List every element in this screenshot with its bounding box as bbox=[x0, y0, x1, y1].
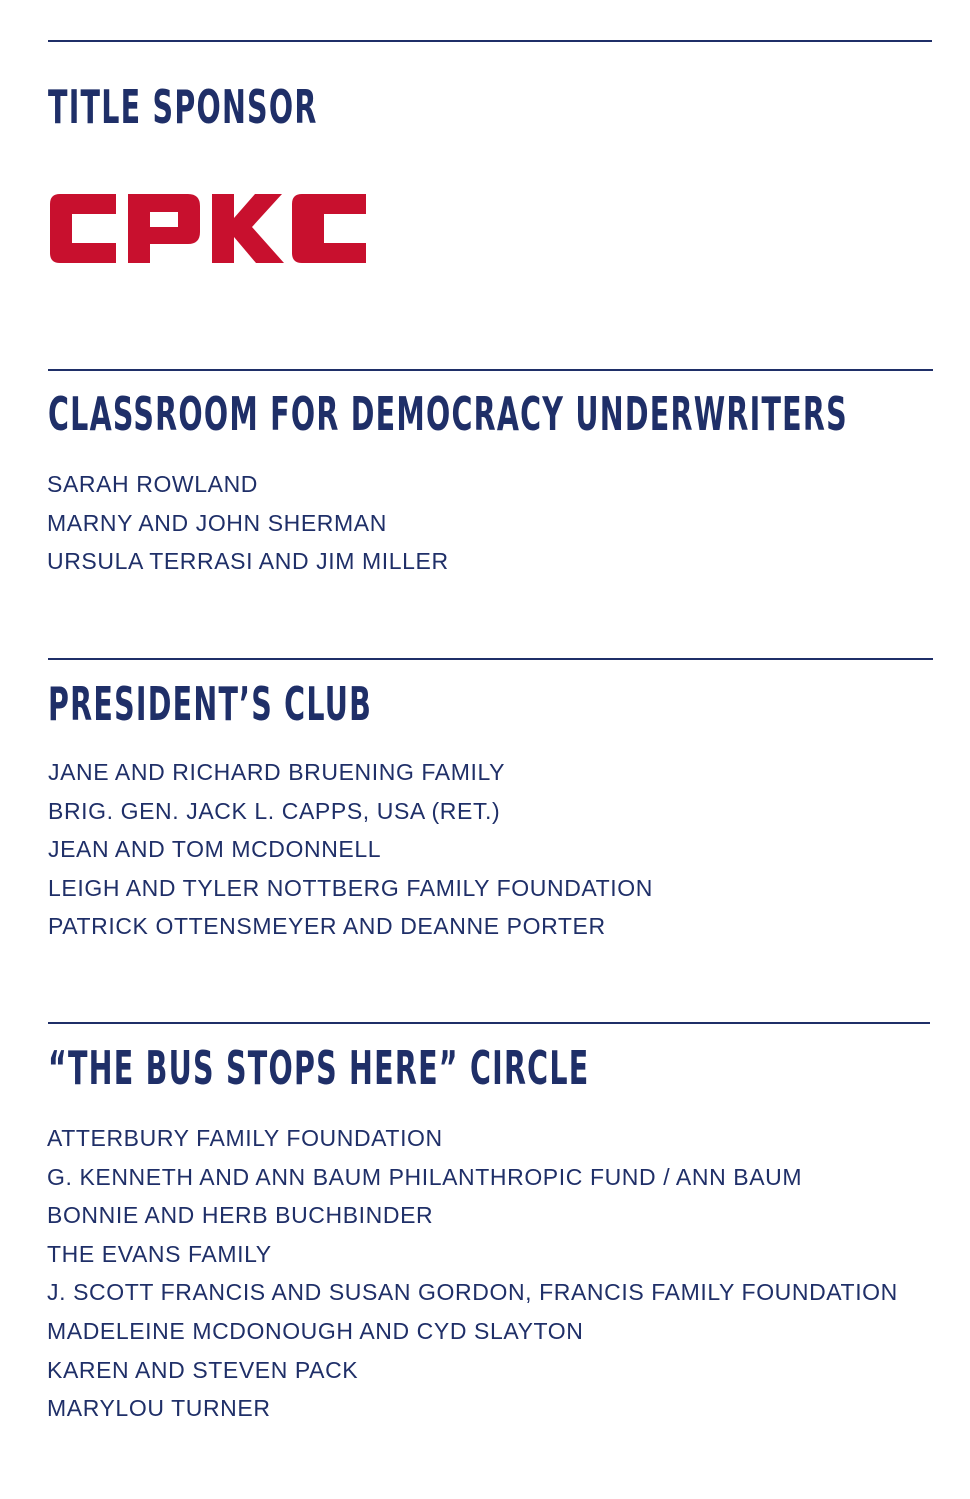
cpkc-logo bbox=[50, 194, 368, 263]
title-sponsor-heading: TITLE SPONSOR bbox=[48, 80, 318, 134]
list-item: J. SCOTT FRANCIS AND SUSAN GORDON, FRANCIS FAMILY FOUNDATION bbox=[47, 1279, 898, 1306]
presidents-club-list bbox=[48, 753, 653, 946]
list-item: KAREN AND STEVEN PACK bbox=[47, 1356, 359, 1383]
list-item: ATTERBURY FAMILY FOUNDATION bbox=[47, 1125, 443, 1151]
presidents-club-heading: PRESIDENT’S CLUB bbox=[48, 677, 373, 731]
list-item: JANE AND RICHARD BRUENING FAMILY bbox=[48, 759, 506, 785]
divider-bus-stops-circle bbox=[48, 1022, 930, 1024]
underwriters-list bbox=[47, 465, 449, 581]
list-item: PATRICK OTTENSMEYER AND DEANNE PORTER bbox=[48, 913, 606, 940]
list-item: THE EVANS FAMILY bbox=[47, 1240, 272, 1267]
divider-presidents-club bbox=[48, 658, 933, 660]
list-item: MARNY AND JOHN SHERMAN bbox=[47, 509, 387, 536]
list-item: BONNIE AND HERB BUCHBINDER bbox=[47, 1202, 434, 1229]
divider-title-sponsor bbox=[48, 40, 932, 42]
divider-underwriters bbox=[48, 369, 933, 371]
underwriters-heading: CLASSROOM FOR DEMOCRACY UNDERWRITERS bbox=[48, 387, 848, 441]
list-item: MARYLOU TURNER bbox=[47, 1395, 271, 1422]
list-item: G. KENNETH AND ANN BAUM PHILANTHROPIC FUND / ANN BAUM bbox=[47, 1163, 803, 1190]
list-item: LEIGH AND TYLER NOTTBERG FAMILY FOUNDATION bbox=[48, 874, 653, 901]
bus-stops-circle-heading: “THE BUS STOPS HERE” CIRCLE bbox=[48, 1041, 590, 1095]
list-item: JEAN AND TOM MCDONNELL bbox=[48, 836, 382, 863]
list-item: MADELEINE MCDONOUGH AND CYD SLAYTON bbox=[47, 1317, 584, 1344]
bus-stops-circle-list bbox=[47, 1119, 898, 1428]
list-item: URSULA TERRASI AND JIM MILLER bbox=[47, 548, 449, 575]
list-item: BRIG. GEN. JACK L. CAPPS, USA (RET.) bbox=[48, 797, 501, 824]
list-item: SARAH ROWLAND bbox=[47, 471, 258, 497]
